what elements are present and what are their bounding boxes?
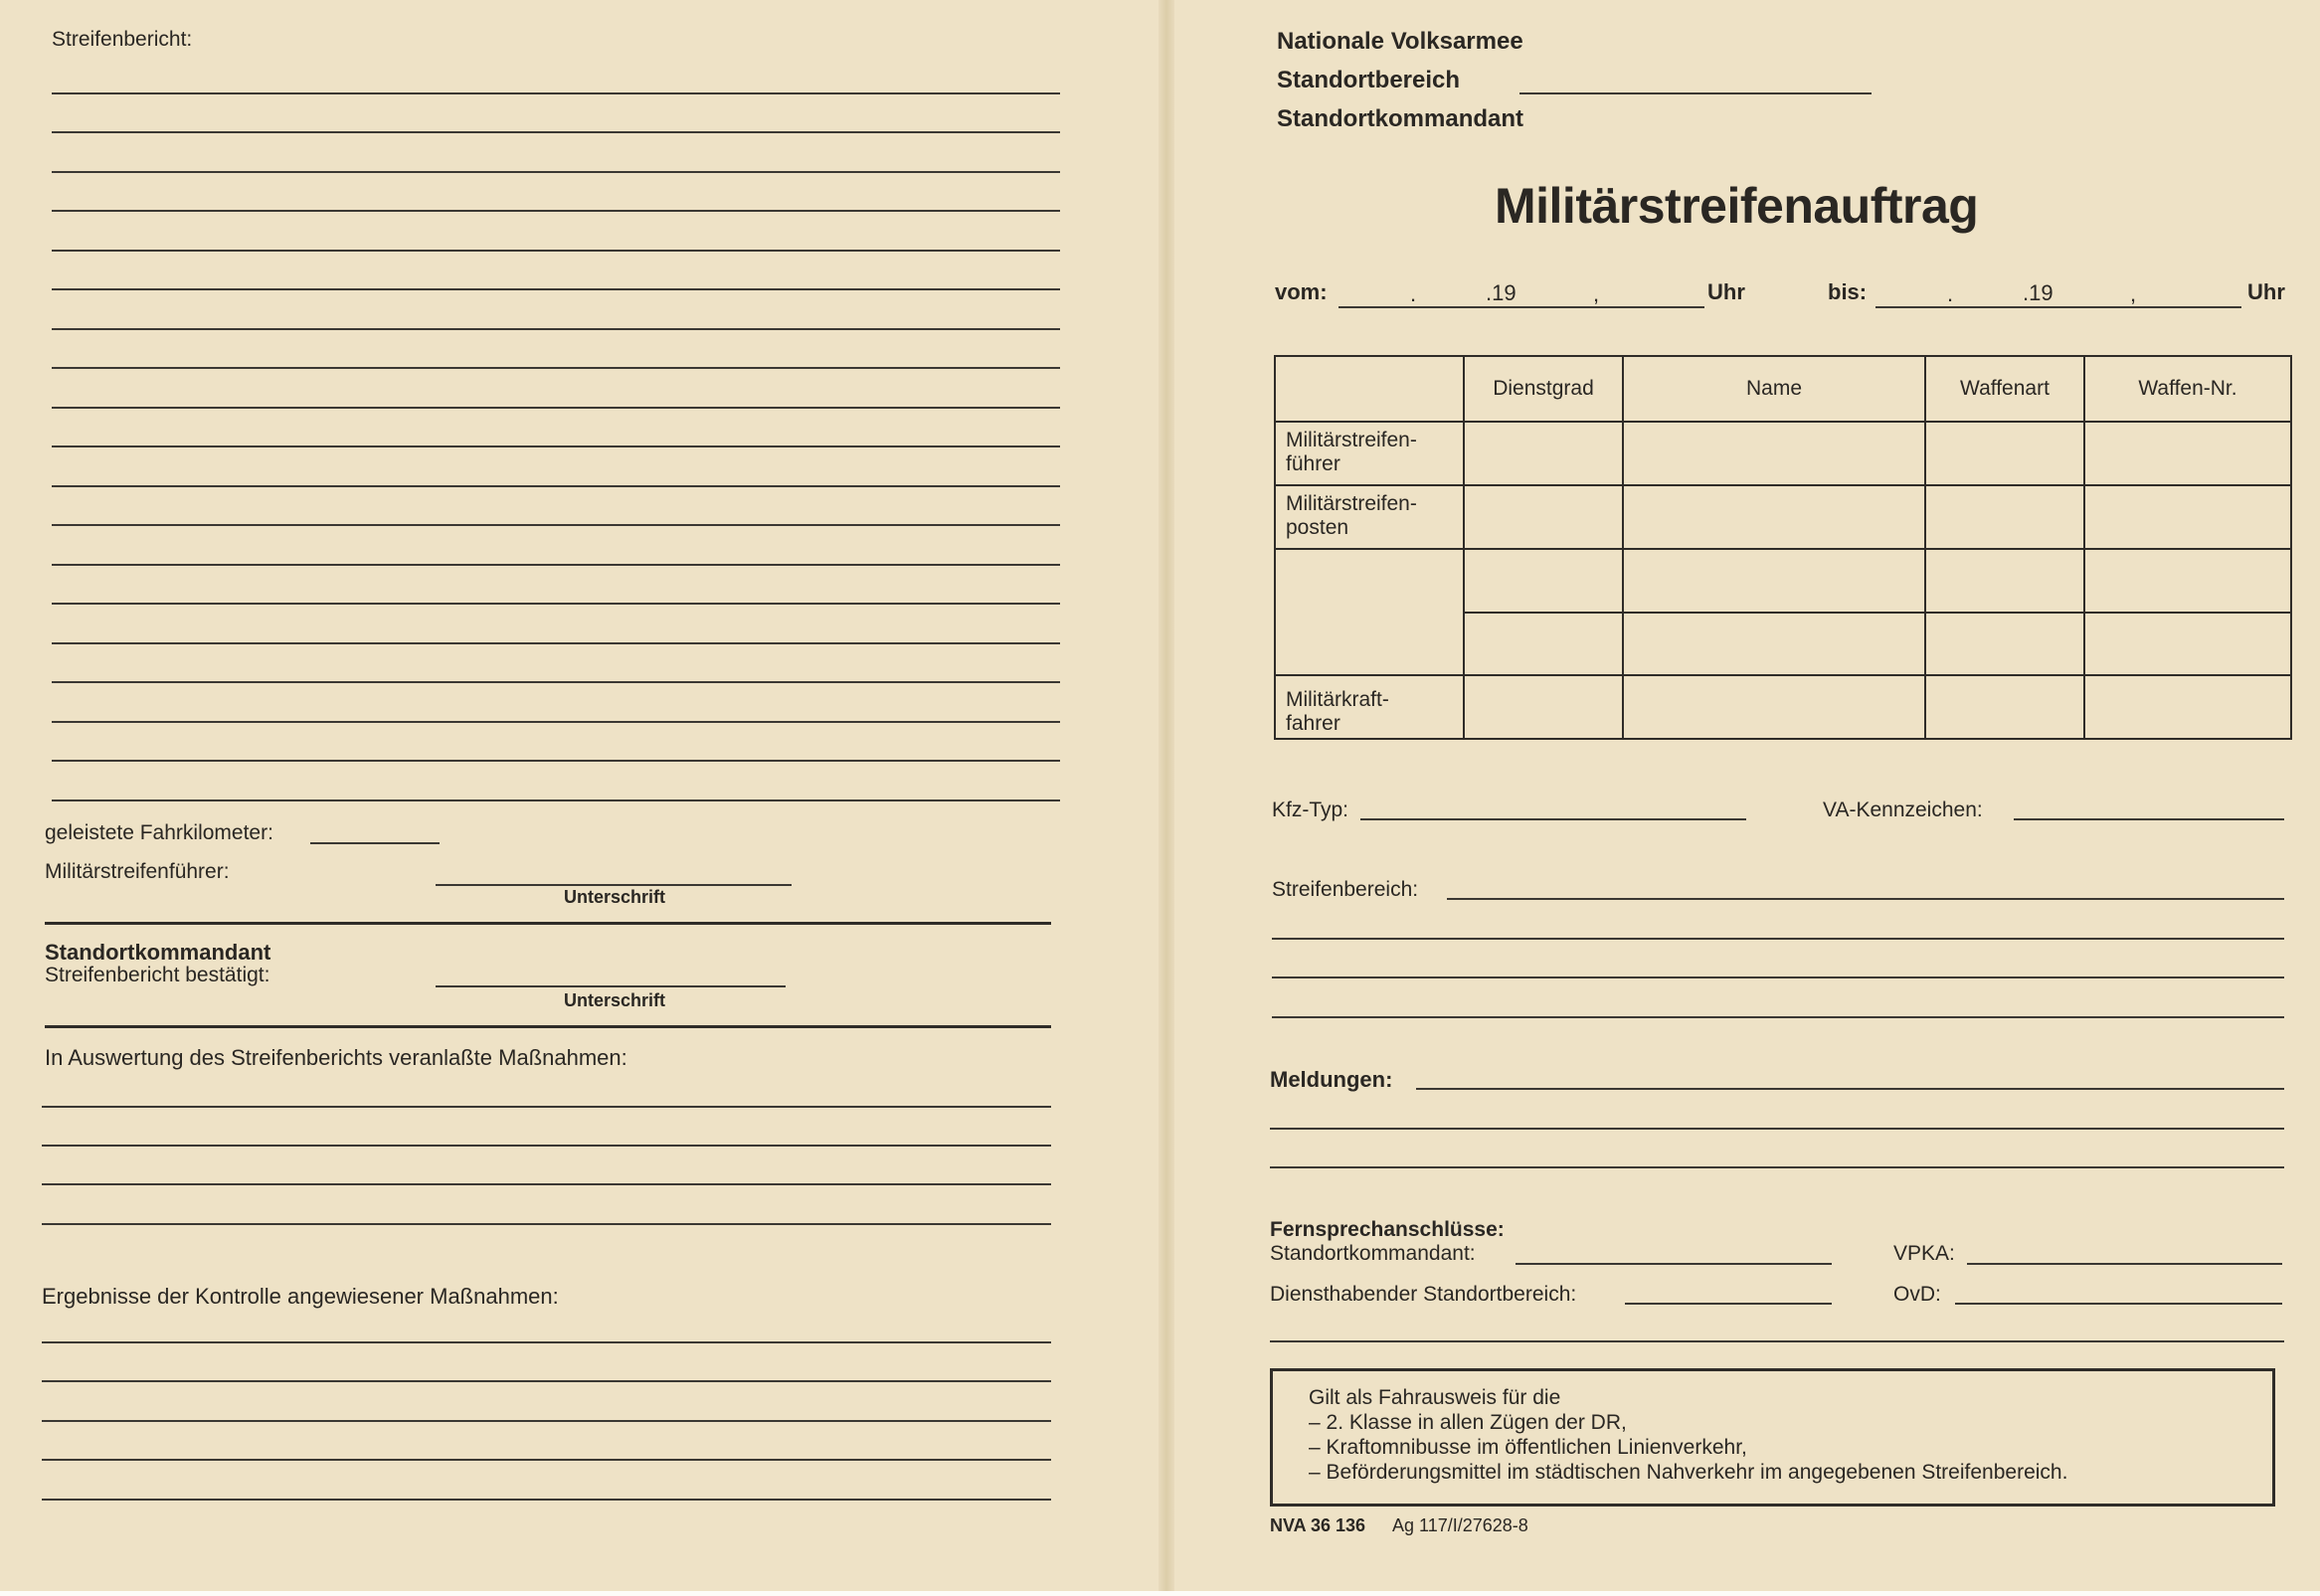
column-header: Waffenart [1925, 356, 2084, 422]
streifenbereich-field[interactable] [1447, 898, 2284, 900]
table-cell[interactable] [1623, 613, 1925, 675]
row-label [1275, 613, 1464, 675]
row-label-line: führer [1286, 452, 1340, 475]
standortkommandant-heading: Standortkommandant [45, 940, 271, 965]
answer-line [42, 1420, 1051, 1422]
form-title: Militärstreifenauftrag [1495, 178, 1979, 234]
answer-line [1270, 1166, 2284, 1168]
answer-line [1270, 1340, 2284, 1342]
unterschrift-caption: Unterschrift [564, 990, 666, 1010]
comma-separator: , [1593, 281, 1600, 306]
column-header: Dienstgrad [1464, 356, 1623, 422]
ergebnisse-label: Ergebnisse der Kontrolle angewiesener Maßnahmen: [42, 1284, 559, 1309]
vpka-label: VPKA: [1893, 1242, 1955, 1265]
table-cell[interactable] [1623, 485, 1925, 549]
auswertung-label: In Auswertung des Streifenberichts veranlaßte Maßnahmen: [45, 1045, 627, 1070]
section-divider [45, 1025, 1051, 1028]
table-row [1275, 613, 2291, 675]
report-line [52, 642, 1060, 644]
report-line [52, 760, 1060, 762]
form-number: NVA 36 136 [1270, 1515, 1366, 1535]
vom-date-field[interactable] [1338, 306, 1704, 308]
page-fold [1159, 0, 1174, 1591]
answer-line [42, 1341, 1051, 1343]
table-header-row [1275, 356, 2291, 422]
report-line [52, 564, 1060, 566]
answer-line [42, 1183, 1051, 1185]
report-line [52, 92, 1060, 94]
ovd-field[interactable] [1955, 1303, 2282, 1305]
ovd-label: OvD: [1893, 1283, 1941, 1306]
table-row [1275, 422, 2291, 485]
report-line [52, 721, 1060, 723]
note-item: – Kraftomnibusse im öffentlichen Linienverkehr, [1309, 1436, 1747, 1459]
row-label [1275, 422, 1464, 485]
table-cell[interactable] [1464, 613, 1623, 675]
meldungen-field[interactable] [1416, 1088, 2284, 1090]
row-label-line: posten [1286, 516, 1349, 539]
table-cell[interactable] [1623, 549, 1925, 613]
report-line [52, 171, 1060, 173]
table-cell[interactable] [2084, 485, 2291, 549]
date-separator: . [1947, 281, 1954, 306]
row-label [1275, 675, 1464, 739]
bestaetigt-label: Streifenbericht bestätigt: [45, 964, 270, 986]
report-line [52, 250, 1060, 252]
bis-date-field[interactable] [1875, 306, 2241, 308]
row-label [1275, 549, 1464, 613]
note-intro: Gilt als Fahrausweis für die [1309, 1386, 1561, 1409]
table-cell[interactable] [2084, 613, 2291, 675]
comma-separator: , [2130, 281, 2137, 306]
report-line [52, 603, 1060, 605]
fahrausweis-note-box [1270, 1368, 2275, 1507]
table-row [1275, 485, 2291, 549]
va-kennzeichen-label: VA-Kennzeichen: [1823, 798, 1983, 821]
answer-line [42, 1459, 1051, 1461]
print-reference: Ag 117/I/27628-8 [1392, 1515, 1528, 1535]
diensthabender-label: Diensthabender Standortbereich: [1270, 1283, 1577, 1306]
report-line [52, 131, 1060, 133]
row-label-line: fahrer [1286, 712, 1340, 735]
table-cell[interactable] [1925, 549, 2084, 613]
uhr-label: Uhr [2247, 279, 2285, 304]
report-line [52, 328, 1060, 330]
va-kennzeichen-field[interactable] [2014, 818, 2284, 820]
kfz-label: Kfz-Typ: [1272, 798, 1349, 821]
standortkommandant-org: Standortkommandant [1277, 105, 1524, 132]
table-cell[interactable] [2084, 549, 2291, 613]
standortkommandant-phone-label: Standortkommandant: [1270, 1242, 1476, 1265]
row-label-line: Militärstreifen- [1286, 429, 1417, 451]
table-cell[interactable] [2084, 675, 2291, 739]
table-cell[interactable] [1925, 485, 2084, 549]
report-line [52, 367, 1060, 369]
answer-line [42, 1145, 1051, 1147]
bis-label: bis: [1828, 279, 1868, 304]
answer-line [42, 1106, 1051, 1108]
row-label-line: Militärstreifen- [1286, 492, 1417, 515]
kfz-field[interactable] [1360, 818, 1746, 820]
report-line [52, 210, 1060, 212]
table-cell[interactable] [1464, 675, 1623, 739]
streifenbericht-label: Streifenbericht: [52, 28, 193, 51]
report-line [52, 485, 1060, 487]
column-header: Name [1623, 356, 1925, 422]
report-line [52, 445, 1060, 447]
row-label [1275, 485, 1464, 549]
answer-line [1270, 1128, 2284, 1130]
section-divider [45, 922, 1051, 925]
answer-line [1272, 938, 2284, 940]
streifenbereich-label: Streifenbereich: [1272, 878, 1419, 901]
diensthabender-field[interactable] [1625, 1303, 1832, 1305]
table-cell[interactable] [1623, 675, 1925, 739]
table-cell[interactable] [1464, 485, 1623, 549]
table-cell[interactable] [1925, 675, 2084, 739]
standortbereich-field[interactable] [1519, 92, 1872, 94]
row-label-line: Militärkraft- [1286, 688, 1389, 711]
standortbereich-label: Standortbereich [1277, 67, 1461, 93]
fuehrer-label: Militärstreifenführer: [45, 860, 230, 883]
answer-line [42, 1380, 1051, 1382]
table-cell[interactable] [1925, 613, 2084, 675]
answer-line [1272, 976, 2284, 978]
answer-line [42, 1223, 1051, 1225]
fahrkilometer-field[interactable] [310, 842, 440, 844]
org-name: Nationale Volksarmee [1277, 28, 1523, 55]
report-line [52, 681, 1060, 683]
table-cell[interactable] [1623, 422, 1925, 485]
fahrkilometer-label: geleistete Fahrkilometer: [45, 821, 273, 844]
kommandant-signature-field[interactable] [436, 985, 786, 987]
column-header: Waffen-Nr. [2084, 356, 2291, 422]
date-separator: . [1410, 281, 1417, 306]
report-line [52, 288, 1060, 290]
year-prefix: .19 [2023, 280, 2053, 305]
unterschrift-caption: Unterschrift [564, 887, 666, 907]
standortkommandant-phone-field[interactable] [1516, 1263, 1832, 1265]
answer-line [1272, 1016, 2284, 1018]
uhr-label: Uhr [1707, 279, 1745, 304]
table-cell[interactable] [1464, 422, 1623, 485]
meldungen-label: Meldungen: [1270, 1067, 1393, 1092]
table-cell[interactable] [2084, 422, 2291, 485]
note-item: – Beförderungsmittel im städtischen Nahverkehr im angegebenen Streifenbereich. [1309, 1461, 2068, 1484]
table-row [1275, 549, 2291, 613]
crew-table [1274, 355, 2292, 740]
vpka-field[interactable] [1967, 1263, 2282, 1265]
fernsprech-heading: Fernsprechanschlüsse: [1270, 1218, 1505, 1241]
fuehrer-signature-field[interactable] [436, 884, 792, 886]
report-line [52, 799, 1060, 801]
year-prefix: .19 [1486, 280, 1517, 305]
report-line [52, 407, 1060, 409]
note-item: – 2. Klasse in allen Zügen der DR, [1309, 1411, 1627, 1434]
table-corner-cell [1275, 356, 1464, 422]
table-row [1275, 675, 2291, 739]
answer-line [42, 1499, 1051, 1501]
report-line [52, 524, 1060, 526]
table-cell[interactable] [1464, 549, 1623, 613]
table-cell[interactable] [1925, 422, 2084, 485]
vom-label: vom: [1275, 279, 1328, 304]
